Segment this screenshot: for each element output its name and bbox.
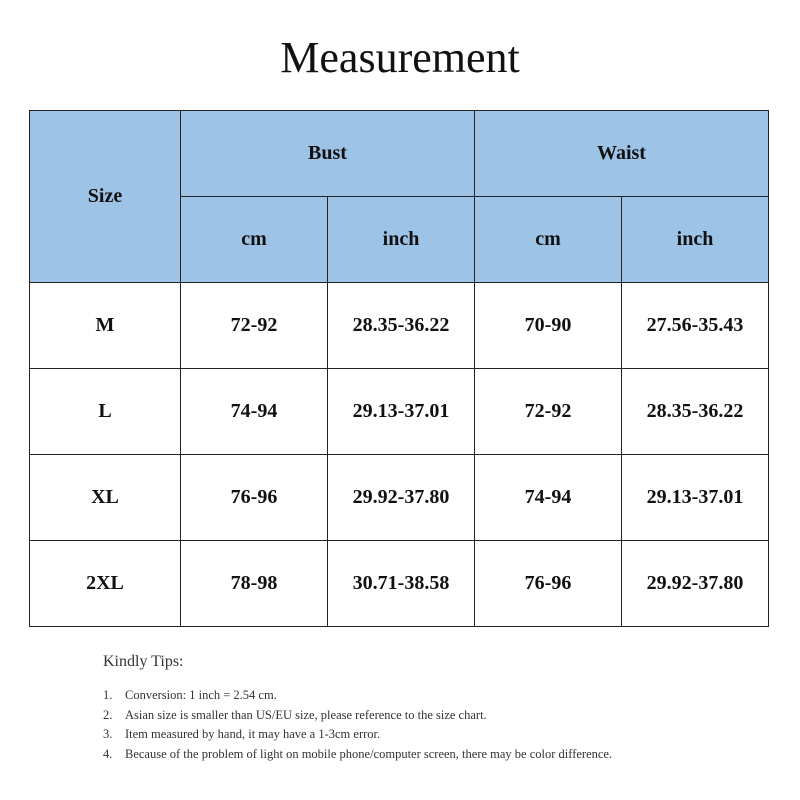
bust-inch-cell: 28.35-36.22 — [328, 283, 475, 369]
size-cell: M — [30, 283, 181, 369]
size-header: Size — [30, 111, 181, 283]
waist-cm-cell: 72-92 — [475, 369, 622, 455]
waist-inch-cell: 29.92-37.80 — [622, 541, 769, 627]
waist-inch-header: inch — [622, 197, 769, 283]
list-item — [103, 725, 663, 745]
tip-text: Because of the problem of light on mobile phone/computer screen, there may be color difference. — [125, 746, 613, 761]
list-item — [103, 745, 663, 765]
bust-cm-cell: 72-92 — [181, 283, 328, 369]
bust-header: Bust — [181, 111, 475, 197]
tips-title: Kindly Tips: — [103, 653, 184, 670]
size-cell: L — [30, 369, 181, 455]
waist-inch-cell: 29.13-37.01 — [622, 455, 769, 541]
table-row — [30, 283, 769, 369]
tip-text: Asian size is smaller than US/EU size, please reference to the size chart. — [125, 707, 487, 722]
bust-cm-cell: 74-94 — [181, 369, 328, 455]
bust-cm-cell: 76-96 — [181, 455, 328, 541]
tip-text: Item measured by hand, it may have a 1-3cm error. — [125, 727, 381, 741]
tip-number: 1. — [103, 688, 113, 702]
size-chart-table — [29, 110, 769, 627]
size-cell: XL — [30, 455, 181, 541]
bust-inch-cell: 30.71-38.58 — [328, 541, 475, 627]
table-row — [30, 369, 769, 455]
header-row-groups — [30, 111, 769, 197]
waist-header: Waist — [475, 111, 769, 197]
tip-number: 2. — [103, 707, 113, 722]
size-cell: 2XL — [30, 541, 181, 627]
page-title: Measurement — [280, 33, 520, 82]
waist-inch-cell: 27.56-35.43 — [622, 283, 769, 369]
bust-inch-header: inch — [328, 197, 475, 283]
waist-inch-cell: 28.35-36.22 — [622, 369, 769, 455]
list-item — [103, 706, 663, 726]
tip-number: 4. — [103, 746, 113, 761]
tips-list — [103, 686, 663, 764]
bust-inch-cell: 29.13-37.01 — [328, 369, 475, 455]
waist-cm-cell: 74-94 — [475, 455, 622, 541]
tip-number: 3. — [103, 727, 113, 741]
kindly-tips — [103, 652, 663, 764]
table-row — [30, 541, 769, 627]
list-item — [103, 686, 663, 706]
bust-cm-cell: 78-98 — [181, 541, 328, 627]
table-row — [30, 455, 769, 541]
waist-cm-cell: 76-96 — [475, 541, 622, 627]
waist-cm-header: cm — [475, 197, 622, 283]
bust-inch-cell: 29.92-37.80 — [328, 455, 475, 541]
bust-cm-header: cm — [181, 197, 328, 283]
tip-text: Conversion: 1 inch = 2.54 cm. — [125, 688, 277, 702]
waist-cm-cell: 70-90 — [475, 283, 622, 369]
